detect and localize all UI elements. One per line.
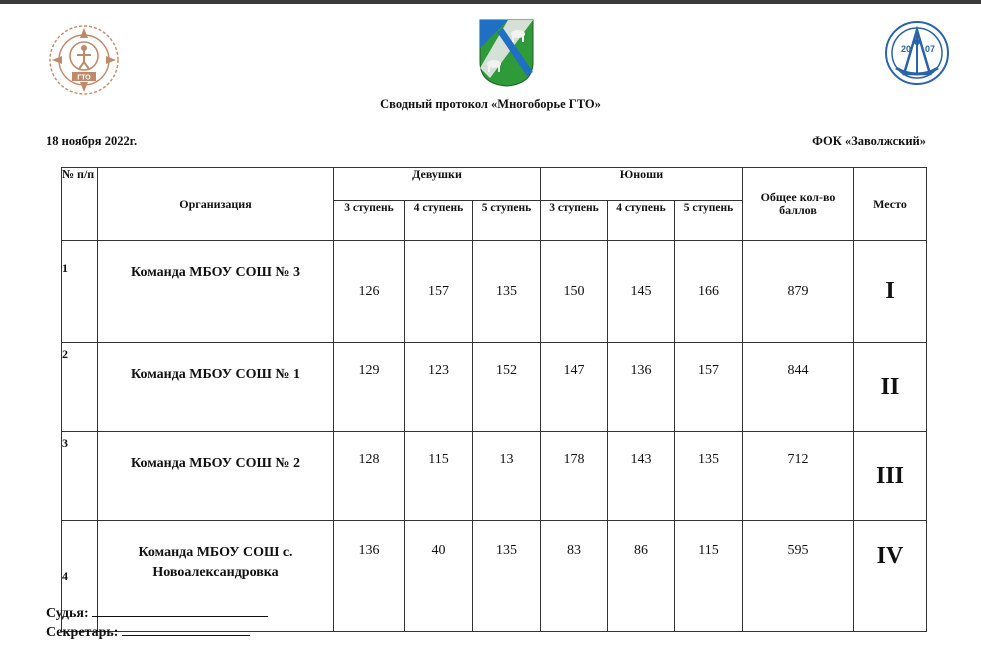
row-girls-step4: 123 bbox=[405, 343, 473, 432]
header-boys-step4: 4 ступень bbox=[608, 201, 675, 241]
secretary-label: Секретарь: bbox=[46, 625, 119, 640]
row-total: 595 bbox=[743, 521, 854, 632]
row-girls-step3: 128 bbox=[334, 432, 405, 521]
row-organization: Команда МБОУ СОШ с. Новоалександровка bbox=[98, 521, 334, 632]
row-organization: Команда МБОУ СОШ № 1 bbox=[98, 343, 334, 432]
row-place: II bbox=[854, 343, 927, 432]
row-place: I bbox=[854, 241, 927, 343]
header-boys-step3: 3 ступень bbox=[541, 201, 608, 241]
table-row bbox=[62, 432, 927, 521]
row-girls-step4: 40 bbox=[405, 521, 473, 632]
top-border bbox=[0, 0, 981, 4]
row-num: 1 bbox=[62, 241, 98, 343]
header-boys: Юноши bbox=[541, 168, 743, 201]
protocol-date: 18 ноября 2022г. bbox=[46, 134, 138, 148]
secretary-signature bbox=[46, 623, 250, 641]
row-boys-step5: 166 bbox=[675, 241, 743, 343]
header-boys-step5: 5 ступень bbox=[675, 201, 743, 241]
row-boys-step4: 143 bbox=[608, 432, 675, 521]
row-girls-step3: 136 bbox=[334, 521, 405, 632]
row-organization: Команда МБОУ СОШ № 3 bbox=[98, 241, 334, 343]
header-place: Место bbox=[854, 168, 927, 241]
header-total: Общее кол-во баллов bbox=[743, 168, 854, 241]
anniversary-emblem-icon bbox=[884, 20, 950, 86]
row-boys-step4: 145 bbox=[608, 241, 675, 343]
header-girls-step5: 5 ступень bbox=[473, 201, 541, 241]
row-num: 4 bbox=[62, 521, 98, 632]
header-girls: Девушки bbox=[334, 168, 541, 201]
row-girls-step4: 115 bbox=[405, 432, 473, 521]
row-girls-step5: 152 bbox=[473, 343, 541, 432]
row-boys-step3: 147 bbox=[541, 343, 608, 432]
emblem-year-left: 20 bbox=[901, 44, 912, 54]
protocol-venue: ФОК «Заволжский» bbox=[812, 134, 926, 148]
row-girls-step3: 126 bbox=[334, 241, 405, 343]
judge-signature-line bbox=[92, 604, 268, 617]
row-girls-step5: 13 bbox=[473, 432, 541, 521]
table-row bbox=[62, 241, 927, 343]
gto-logo-text: ГТО bbox=[77, 74, 91, 82]
row-organization: Команда МБОУ СОШ № 2 bbox=[98, 432, 334, 521]
row-boys-step5: 135 bbox=[675, 432, 743, 521]
row-boys-step4: 136 bbox=[608, 343, 675, 432]
row-num: 2 bbox=[62, 343, 98, 432]
header-girls-step4: 4 ступень bbox=[405, 201, 473, 241]
row-boys-step3: 83 bbox=[541, 521, 608, 632]
coat-of-arms-icon bbox=[478, 18, 535, 88]
header-girls-step3: 3 ступень bbox=[334, 201, 405, 241]
judge-label: Судья: bbox=[46, 606, 89, 621]
row-num: 3 bbox=[62, 432, 98, 521]
row-boys-step3: 150 bbox=[541, 241, 608, 343]
protocol-title: Сводный протокол «Многоборье ГТО» bbox=[380, 97, 601, 111]
row-girls-step3: 129 bbox=[334, 343, 405, 432]
gto-logo-icon bbox=[46, 22, 122, 98]
row-total: 879 bbox=[743, 241, 854, 343]
row-girls-step5: 135 bbox=[473, 521, 541, 632]
judge-signature bbox=[46, 604, 268, 622]
row-place: IV bbox=[854, 521, 927, 632]
row-boys-step4: 86 bbox=[608, 521, 675, 632]
row-boys-step5: 157 bbox=[675, 343, 743, 432]
row-girls-step5: 135 bbox=[473, 241, 541, 343]
row-boys-step5: 115 bbox=[675, 521, 743, 632]
header-num: № п/п bbox=[62, 168, 98, 241]
header-organization: Организация bbox=[98, 168, 334, 241]
table-row bbox=[62, 343, 927, 432]
row-girls-step4: 157 bbox=[405, 241, 473, 343]
results-table bbox=[61, 167, 927, 632]
row-place: III bbox=[854, 432, 927, 521]
emblem-year-right: 07 bbox=[925, 44, 936, 54]
row-boys-step3: 178 bbox=[541, 432, 608, 521]
secretary-signature-line bbox=[122, 623, 250, 636]
row-total: 712 bbox=[743, 432, 854, 521]
row-total: 844 bbox=[743, 343, 854, 432]
